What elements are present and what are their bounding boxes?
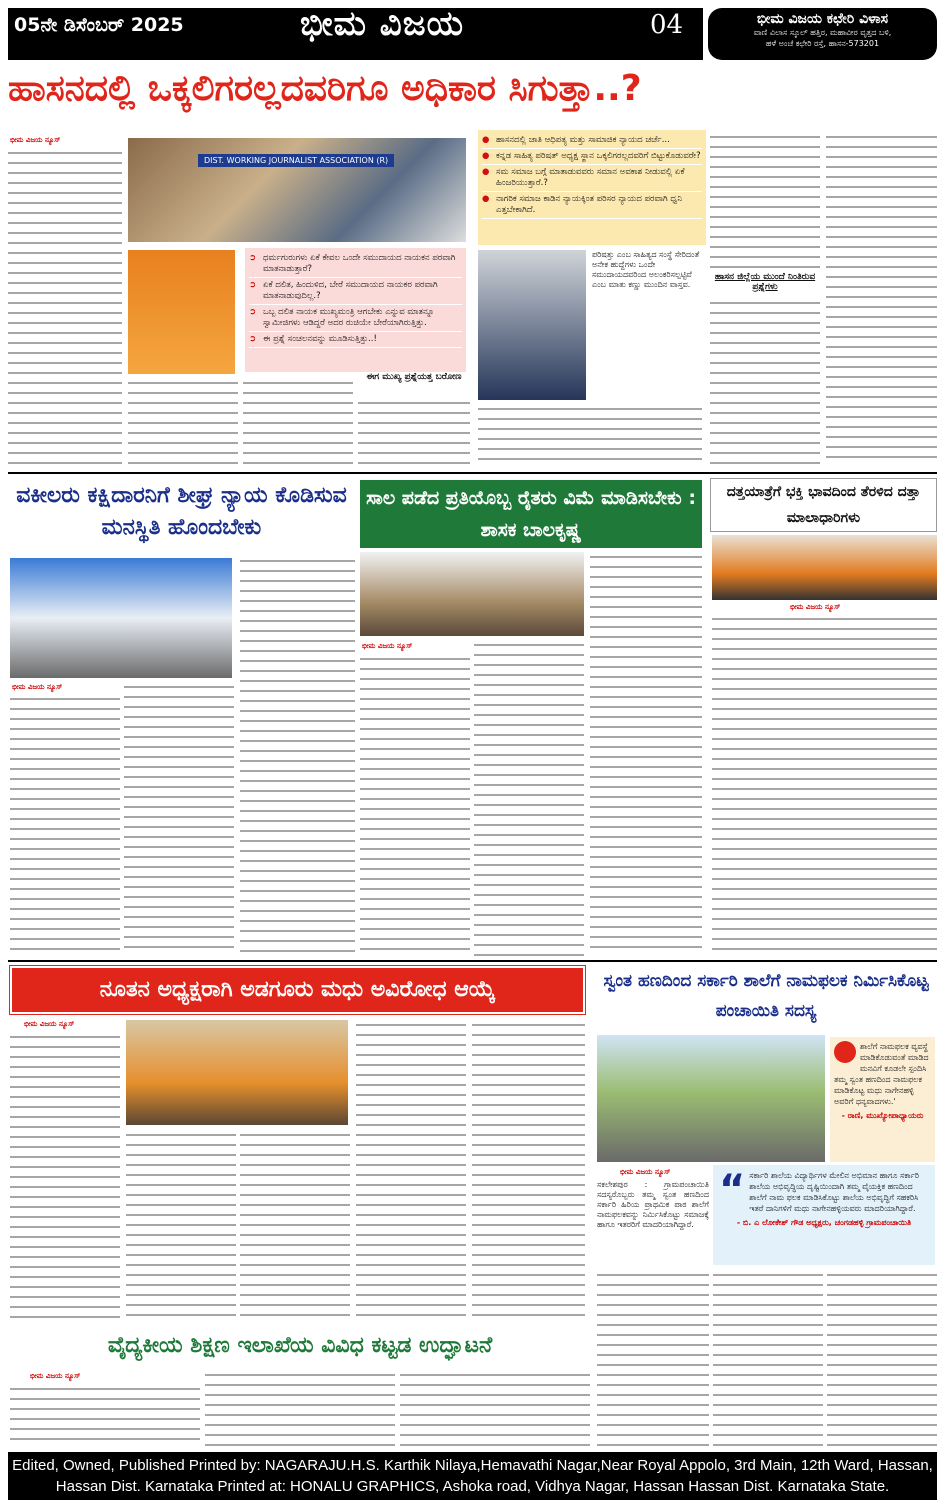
headmistress-quote: [830, 1037, 935, 1162]
quote-mark-icon: “: [719, 1167, 746, 1213]
farmers-col-2: [474, 640, 584, 956]
lawyers-byline: ಭೀಮ ವಿಜಯ ನ್ಯೂಸ್: [12, 683, 63, 691]
issue-date: 05ನೇ ಡಿಸೆಂಬರ್ 2025: [14, 14, 184, 36]
lead-column-1: [8, 148, 122, 466]
office-title: ಭೀಮ ವಿಜಯ ಕಛೇರಿ ವಿಳಾಸ: [756, 11, 889, 27]
swamiji-photo: [128, 250, 235, 374]
lead-column-5: [478, 404, 702, 466]
yellow-points-box: [478, 130, 706, 245]
question-item: ➲ ಏಕೆ ದಲಿತ, ಹಿಂದುಳಿದ, ಬೇರೆ ಸಮುದಾಯದ ನಾಯಕರ ಪರವಾಗಿ ಮಾತನಾಡುವುದಿಲ್ಲ.?: [249, 278, 462, 305]
school-byline: ಭೀಮ ವಿಜಯ ನ್ಯೂಸ್: [620, 1168, 671, 1176]
lawyers-headline: ವಕೀಲರು ಕಕ್ಷಿದಾರನಿಗೆ ಶೀಘ್ರ ನ್ಯಾಯ ಕೊಡಿಸುವ ಮನಸ್ಥಿತಿ ಹೊಂದಬೇಕು: [16, 483, 347, 540]
question-item: ➲ ಧರ್ಮಗುರುಗಳು ಏಕೆ ಕೇವಲ ಒಂದೇ ಸಮುದಾಯದ ನಾಯಕನ ಪರವಾಗಿ ಮಾತನಾಡುತ್ತಾರೆ?: [249, 251, 462, 278]
subhead-main-question: ಈಗ ಮುಖ್ಯ ಪ್ರಶ್ನೆಯತ್ತ ಬರೋಣ: [366, 372, 462, 382]
divider: [8, 960, 937, 962]
datta-text: [712, 614, 937, 956]
medical-headline: ವೈದ್ಯಕೀಯ ಶಿಕ್ಷಣ ಇಲಾಖೆಯ ವಿವಿಧ ಕಟ್ಟಡ ಉದ್ಘಾಟನೆ: [107, 1333, 493, 1358]
banner-text: DIST. WORKING JOURNALIST ASSOCIATION (R): [198, 154, 394, 167]
president-col-3: [240, 1130, 350, 1322]
president-quote: [713, 1165, 935, 1265]
school-col-1: [597, 1270, 709, 1448]
point-item: ● ನಾಗರಿಕ ಸಮಾಜ ಕಾಡಿನ ನ್ಯಾಯಕ್ಕಿಂತ ಪರಿಸರ ನ್ಯಾಯದ ಪರವಾಗಿ ಧ್ವನಿ ಎತ್ತಬೇಕಾಗಿದೆ.: [482, 192, 702, 219]
office-address-box: [708, 8, 937, 60]
point-item: ● ಸಮ ಸಮಾಜ ಬಗ್ಗೆ ಮಾತಾಡುವವರು ಸಮಾನ ಅವಕಾಶ ನೀಡುವಲ್ಲಿ ಏಕೆ ಹಿಂಜರಿಯುತ್ತಾರೆ.?: [482, 165, 702, 192]
lawyers-col-2: [124, 682, 234, 956]
president-byline: ಭೀಮ ವಿಜಯ ನ್ಯೂಸ್: [24, 1020, 75, 1028]
lead-column-3: [243, 378, 353, 466]
point-item: ● ಕನ್ನಡ ಸಾಹಿತ್ಯ ಪರಿಷತ್ ಅಧ್ಯಕ್ಷ ಸ್ಥಾನ ಒಕ್ಕಲಿಗರಲ್ಲದವರಿಗೆ ಬಿಟ್ಟುಕೊಡುವರೇ?: [482, 149, 702, 165]
quote-text: ಸರ್ಕಾರಿ ಶಾಲೆಯ ವಿದ್ಯಾರ್ಥಿಗಳ ಮೇಲಿನ ಅಭಿಮಾನ ಹಾಗೂ ಸರ್ಕಾರಿ ಶಾಲೆಯ ಅಭಿವೃದ್ಧಿಯ ದೃಷ್ಟಿಯಿಂದಾಗಿ ತಮ್ಮ ವೈಯಕ್ತಿಕ ಹಣದಿಂದ ಶಾಲೆಗೆ ನಾಮ ಫಲಕ ಮಾಡಿಸಿಕೊಟ್ಟು ಶಾಲೆಯ ಅಭಿವೃದ್ಧಿಗೆ ಸಹಕರಿಸಿ ಇತರೆ ದಾನಿಗಳಿಗೆ ಮಧು ನಾಗೇನಹಳ್ಳಿಯವರು ಮಾದರಿಯಾಗಿದ್ದಾರೆ.: [749, 1171, 920, 1213]
president-photo: [126, 1020, 348, 1125]
politician-photo: [478, 250, 586, 400]
farmers-col-1: [360, 654, 470, 956]
divider: [8, 472, 937, 474]
subhead-hassan-questions: ಹಾಸನ ಜಿಲ್ಲೆಯ ಮುಂದೆ ನಿಂತಿರುವ ಪ್ರಶ್ನೆಗಳು: [714, 272, 816, 292]
imprint-footer: [8, 1452, 937, 1500]
office-address-2: ಹಳೆ ಅಂಚೆ ಕಛೇರಿ ರಸ್ತೆ, ಹಾಸನ-573201: [765, 39, 880, 48]
president-col-1: [10, 1032, 120, 1322]
farmers-byline: ಭೀಮ ವಿಜಯ ನ್ಯೂಸ್: [362, 642, 413, 650]
lead-byline: ಭೀಮ ವಿಜಯ ನ್ಯೂಸ್: [10, 136, 61, 144]
lead-column-7: [710, 298, 820, 466]
school-col-3: [827, 1270, 937, 1448]
imprint-line-2: Hassan Dist. Karnataka Printed at: HONALU GRAPHICS, Ashoka road, Vidhya Nagar, Hassan Hassan Dist. Karnataka State.: [55, 1478, 890, 1495]
school-col-2: [713, 1270, 823, 1448]
farmers-photo: [360, 552, 584, 636]
lead-column-4: [358, 398, 470, 466]
datta-headline: ದತ್ತಯಾತ್ರೆಗೆ ಭಕ್ತಿ ಭಾವದಿಂದ ತೆರಳಿದ ದತ್ತಾ ಮಾಲಾಧಾರಿಗಳು: [710, 478, 937, 532]
farmers-col-3: [590, 552, 702, 956]
newspaper-logo: ಭೀಮ ವಿಜಯ: [300, 4, 465, 44]
president-col-4: [356, 1020, 466, 1322]
quote-mark-icon: [834, 1041, 856, 1063]
press-meet-photo: [128, 138, 466, 242]
lawyers-col-3: [240, 556, 355, 956]
lawyers-event-photo: [10, 558, 232, 678]
quote-text: ಶಾಲೆಗೆ ನಾಮಫಲಕ ವ್ಯವಸ್ಥೆ ಮಾಡಿಕೊಡುವಂತೆ ಮಾಡಿದ ಮನವಿಗೆ ಕೂಡಲೇ ಸ್ಪಂದಿಸಿ ತಮ್ಮ ಸ್ವಂತ ಹಣದಿಂದ ನಾಮಫಲಕ ಮಾಡಿಕೊಟ್ಟ ಮಧು ನಾಗೇನಹಳ್ಳಿ ಅವರಿಗೆ ಧನ್ಯವಾದಗಳು.': [834, 1042, 929, 1106]
datta-byline: ಭೀಮ ವಿಜಯ ನ್ಯೂಸ್: [790, 603, 841, 611]
question-item: ➲ ಈ ಪ್ರಶ್ನೆ ಸಂಚಲನವನ್ನು ಮೂಡಿಸುತ್ತಿತ್ತು..!: [249, 332, 462, 348]
datta-photo: [712, 535, 937, 600]
page-number: 04: [650, 10, 684, 40]
medical-byline: ಭೀಮ ವಿಜಯ ನ್ಯೂಸ್: [30, 1372, 81, 1380]
farmers-headline: ಸಾಲ ಪಡೆದ ಪ್ರತಿಯೊಬ್ಬ ರೈತರು ವಿಮೆ ಮಾಡಿಸಬೇಕು : ಶಾಸಕ ಬಾಲಕೃಷ್ಣ: [360, 480, 702, 548]
medical-col-1: [10, 1384, 200, 1446]
lead-headline: ಹಾಸನದಲ್ಲಿ ಒಕ್ಕಲಿಗರಲ್ಲದವರಿಗೂ ಅಧಿಕಾರ ಸಿಗುತ್ತಾ..?: [8, 68, 642, 109]
quote-author: - ಬಿ. ಎ ಲೋಕೇಶ್ ಗೌಡ ಅಧ್ಯಕ್ಷರು, ಚಂಗಡಹಳ್ಳಿ ಗ್ರಾಮಪಂಚಾಯಿತಿ: [736, 1218, 912, 1227]
pink-questions-box: [245, 248, 466, 372]
point-item: ● ಹಾಸನದಲ್ಲಿ ಜಾತಿ ಆಧಿಪತ್ಯ ಮತ್ತು ಸಾಮಾಜಿಕ ನ್ಯಾಯದ ಚರ್ಚೆ...: [482, 133, 702, 149]
medical-col-3: [400, 1370, 590, 1446]
office-address-1: ವಾಣಿ ವಿಲಾಸ ಸ್ಕೂಲ್ ಹತ್ತಿರ, ಮಹಾವೀರ ವೃತ್ತದ ಬಳಿ,: [753, 28, 892, 37]
president-col-5: [472, 1020, 585, 1322]
lead-column-2: [128, 378, 238, 466]
school-intro: ಸಕಲೇಶಪುರ : ಗ್ರಾಮಪಂಚಾಯಿತಿ ಸದಸ್ಯರೊಬ್ಬರು ತಮ್ಮ ಸ್ವಂತ ಹಣದಿಂದ ಸರ್ಕಾರಿ ಹಿರಿಯ ಪ್ರಾಥಮಿಕ ಪಾಠ ಶಾಲೆಗೆ ನಾಮಫಲಕವನ್ನು ನಿರ್ಮಿಸಿಕೊಟ್ಟು ಸಮಾಜಕ್ಕೆ ಹಾಗೂ ಇತರರಿಗೆ ಮಾದರಿಯಾಗಿದ್ದಾರೆ.: [597, 1180, 709, 1229]
medical-col-2: [205, 1370, 395, 1446]
lead-column-6: [710, 132, 820, 272]
quote-author: - ರಾಣಿ, ಮುಖ್ಯೋಪಾಧ್ಯಾಯರು: [841, 1111, 924, 1120]
school-headline: ಸ್ವಂತ ಹಣದಿಂದ ಸರ್ಕಾರಿ ಶಾಲೆಗೆ ನಾಮಫಲಕ ನಿರ್ಮಿಸಿಕೊಟ್ಟ ಪಂಚಾಯಿತಿ ಸದಸ್ಯ: [603, 971, 929, 1021]
lead-excerpt: ಪರಿಷತ್ತು ಎಂಬ ಸಾಹಿತ್ಯದ ಸಂಸ್ಥೆ ಸೇರಿದಂತೆ ಅನೇಕ ಹುದ್ದೆಗಳು ಒಂದೇ ಸಮುದಾಯದವರಿಂದ ಅಲಂಕರಿಸಲ್ಪಟ್ಟಿವೆ ಎಂಬ ಮಾತು ಕಣ್ಣು ಮುಂದಿನ ವಾಸ್ತವ.: [592, 250, 700, 289]
imprint-line-1: Edited, Owned, Published Printed by: NAGARAJU.H.S. Karthik Nilaya,Hemavathi Nagar,Near Royal Appolo, 3rd Main, 12th Ward, Hassan,: [12, 1457, 933, 1474]
president-col-2: [126, 1130, 236, 1322]
lead-column-8: [826, 132, 937, 466]
question-item: ➲ ಒಬ್ಬ ದಲಿತ ನಾಯಕ ಮುಖ್ಯಮಂತ್ರಿ ಆಗಬೇಕು ಎನ್ನುವ ಮಾತನ್ನೂ ಸ್ವಾಮೀಜಿಗಳು ಆಡಿದ್ದರೆ ಅದರ ರುಚಿಯೇ ಬೇರೆಯಾಗಿರುತ್ತಿತ್ತು.: [249, 305, 462, 332]
school-photo: [597, 1035, 825, 1162]
lawyers-col-1: [10, 694, 120, 956]
president-headline: ನೂತನ ಅಧ್ಯಕ್ಷರಾಗಿ ಅಡಗೂರು ಮಧು ಅವಿರೋಧ ಆಯ್ಕೆ: [10, 966, 585, 1014]
